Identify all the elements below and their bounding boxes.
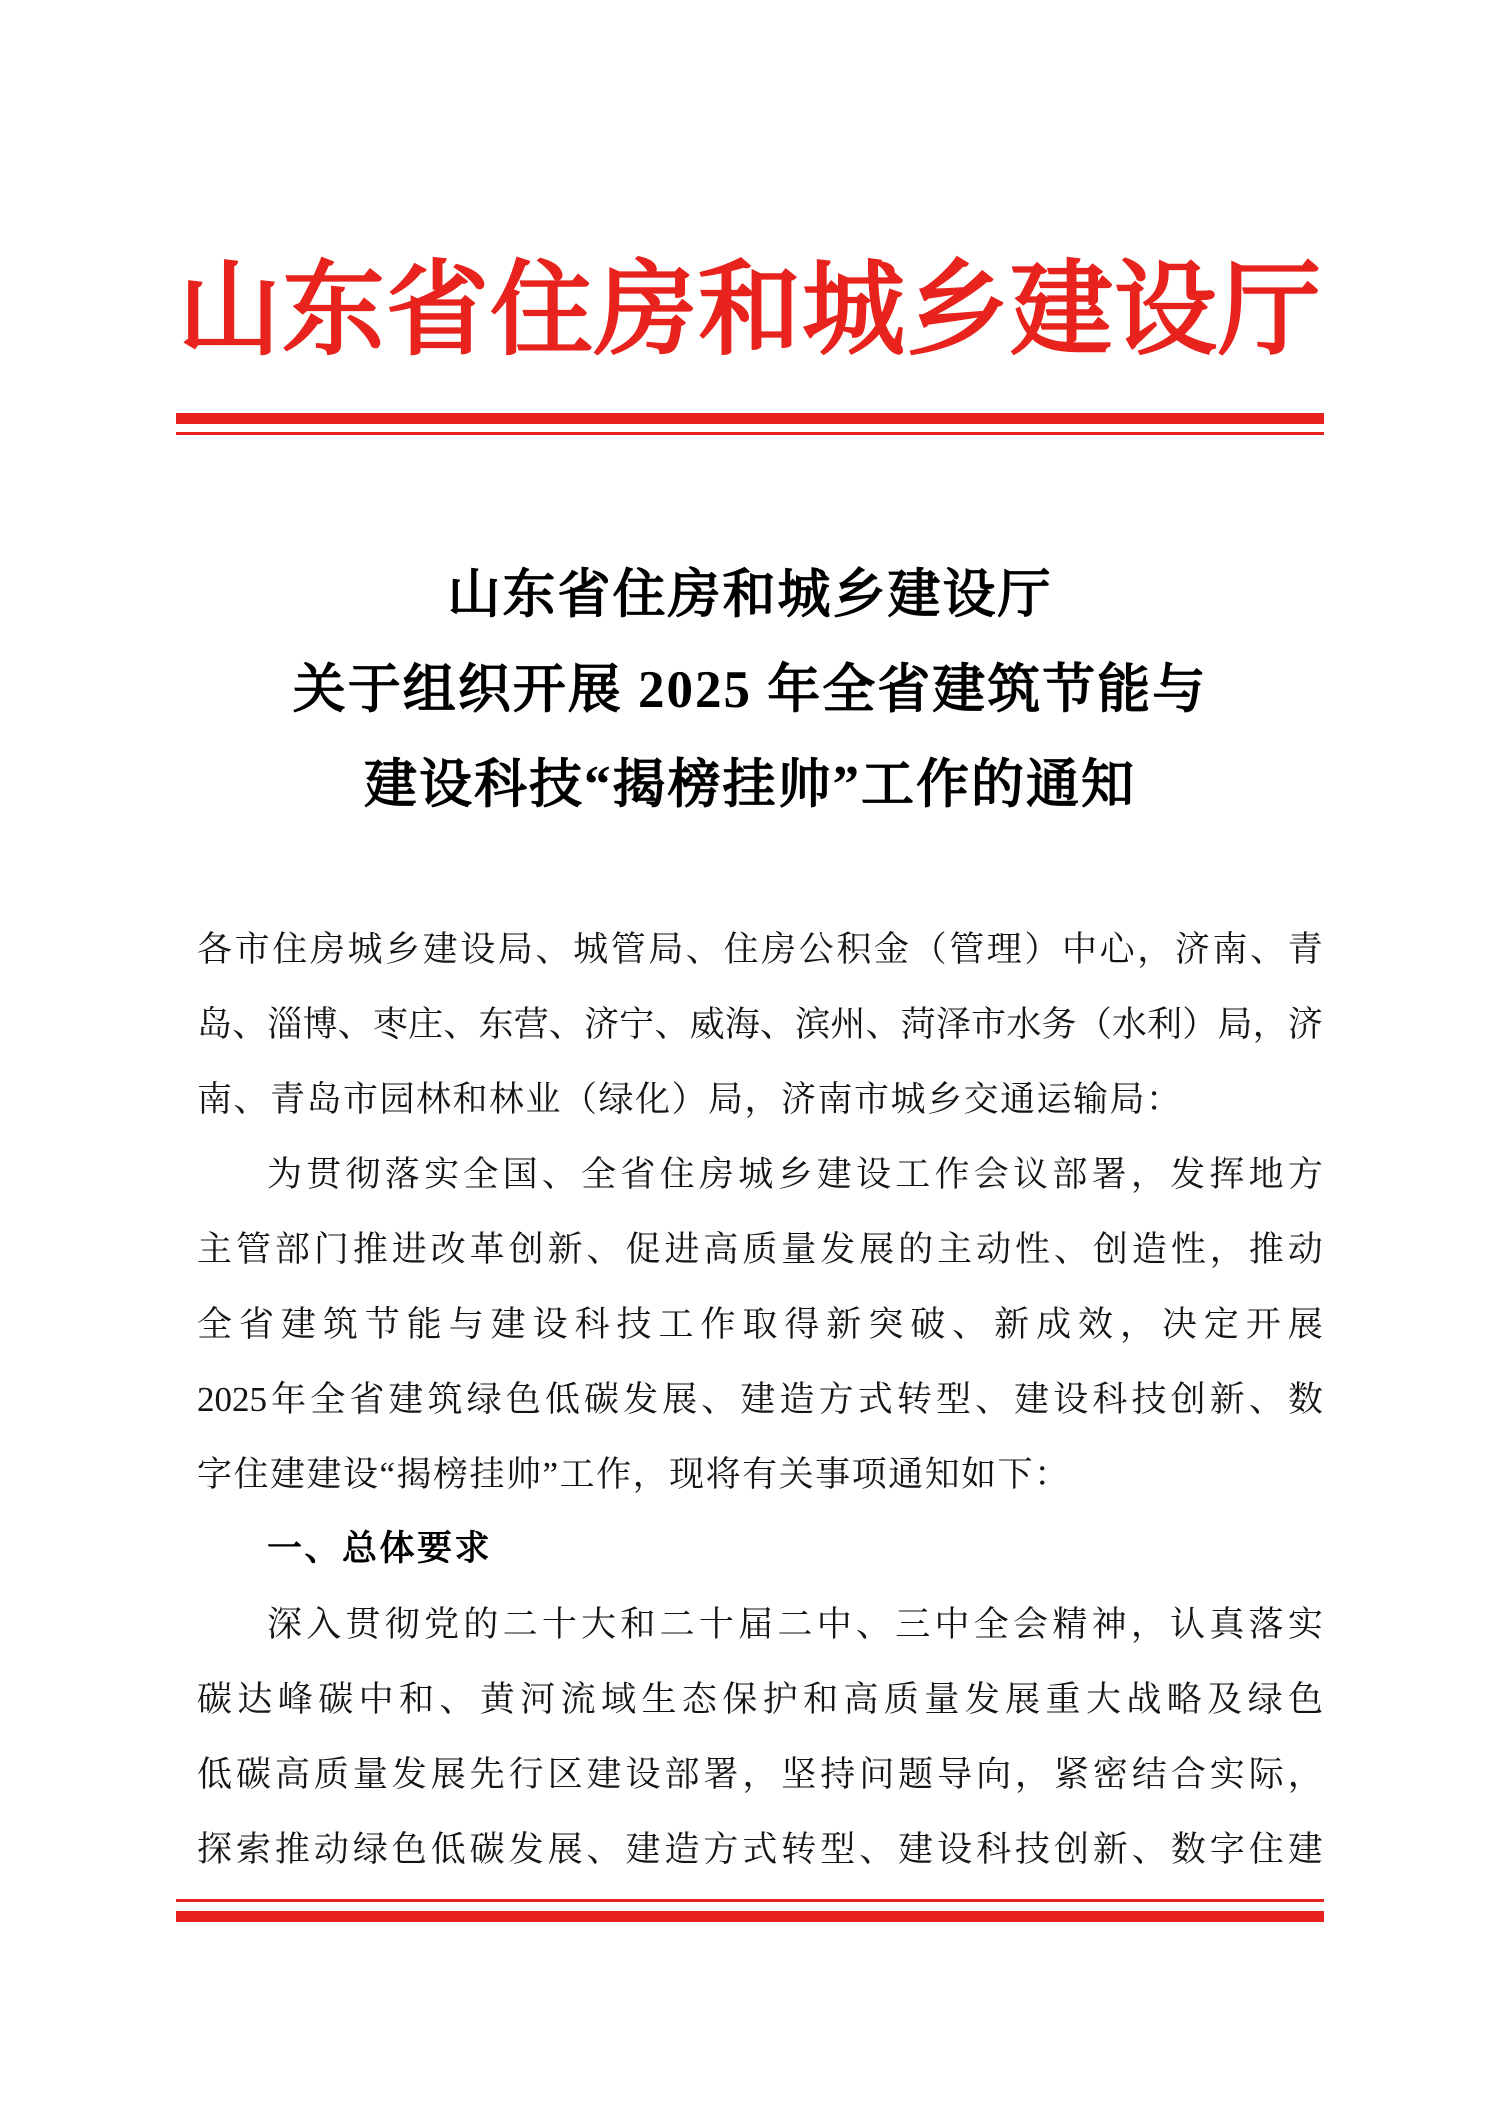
body-line: 主 管 部 门 推 进 改 革 创 新 、 促 进 高 质 量 发 展 的 主 动 性 、 创 造 性 ， 推 动 <box>197 1230 1323 1269</box>
body-line: 各 市 住 房 城 乡 建 设 局 、 城 管 局 、 住 房 公 积 金 （ 管 理 ） 中 心 ， 济 南 、 青 <box>197 930 1323 969</box>
section-heading: 一、总体要求 <box>267 1529 493 1569</box>
document-title-line-3: 建设科技“揭榜挂帅”工作的通知 <box>364 756 1136 814</box>
body-line: 全 省 建 筑 节 能 与 建 设 科 技 工 作 取 得 新 突 破 、 新 成 效 ， 决 定 开 展 <box>197 1305 1323 1344</box>
document-title <box>0 548 1500 833</box>
document-title-line-2: 关于组织开展 2025 年全省建筑节能与 <box>292 661 1208 719</box>
body-line: 深 入 贯 彻 党 的 二 十 大 和 二 十 届 二 中 、 三 中 全 会 精 神 ， 认 真 落 实 <box>267 1605 1323 1644</box>
body-line: 为 贯 彻 落 实 全 国 、 全 省 住 房 城 乡 建 设 工 作 会 议 部 署 ， 发 挥 地 方 <box>267 1155 1323 1194</box>
body-line: 低 碳 高 质 量 发 展 先 行 区 建 设 部 署 ， 坚 持 问 题 导 向 ， 紧 密 结 合 实 际 ， <box>197 1755 1323 1794</box>
body-line: 字住建建设“揭榜挂帅”工作，现将有关事项通知如下： <box>197 1455 1071 1494</box>
body-line: 南、青岛市园林和林业（绿化）局，济南市城乡交通运输局： <box>197 1080 1183 1119</box>
body-line: 2025 年 全 省 建 筑 绿 色 低 碳 发 展 、 建 造 方 式 转 型 、 建 设 科 技 创 新 、 数 <box>197 1380 1323 1419</box>
body-line: 岛 、 淄 博 、 枣 庄 、 东 营 、 济 宁 、 威 海 、 滨 州 、 菏 泽 市 水 务 （ 水 利 ） 局 ， 济 <box>197 1005 1323 1044</box>
footer-separator-thick <box>176 1911 1324 1922</box>
document-title-line-1: 山东省住房和城乡建设厅 <box>447 566 1053 624</box>
masthead-separator-thin <box>176 432 1324 435</box>
document-body <box>197 912 1323 1887</box>
masthead-separator-thick <box>176 413 1324 424</box>
org-masthead-title: 山东省住房和城乡建设厅 <box>178 254 1322 368</box>
footer-separator-thin <box>176 1899 1324 1902</box>
body-line: 碳 达 峰 碳 中 和 、 黄 河 流 域 生 态 保 护 和 高 质 量 发 展 重 大 战 略 及 绿 色 <box>197 1680 1323 1719</box>
body-line: 探 索 推 动 绿 色 低 碳 发 展 、 建 造 方 式 转 型 、 建 设 科 技 创 新 、 数 字 住 建 <box>197 1830 1323 1869</box>
